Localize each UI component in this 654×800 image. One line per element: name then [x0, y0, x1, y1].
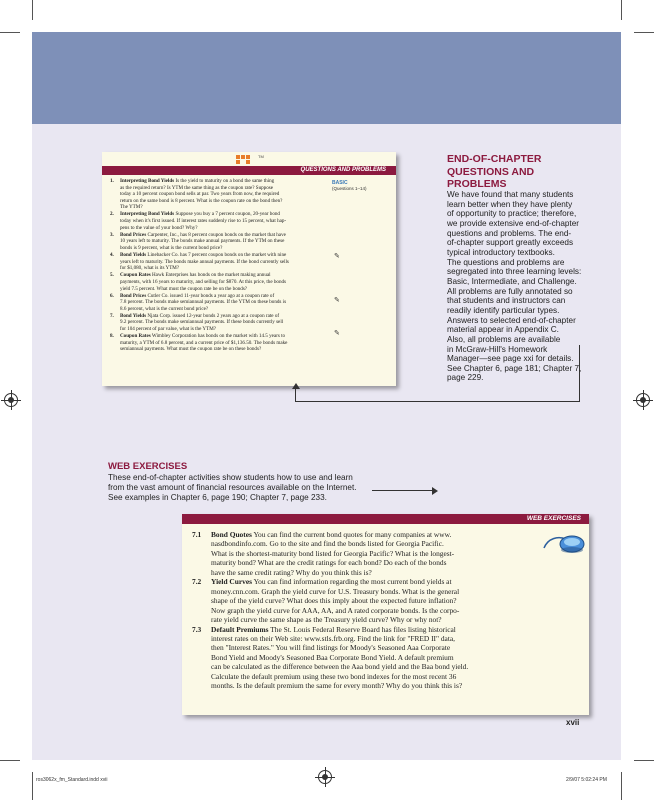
logo-tm: TM [258, 154, 264, 159]
eoc-body-line: Answers to selected end-of-chapter [447, 315, 576, 325]
web-exercise-text: nasdbondinfo.com. Go to the site and find the bonds listed for Georgia Pacific. [211, 539, 444, 549]
web-exercise-title: Bond Quotes [211, 530, 252, 539]
problem-text: today a 10 percent coupon bond sells at par. Two years from now, the required [120, 191, 280, 198]
problem-title: Bond Yields [120, 252, 147, 259]
problem-text: 9.2 percent. The bonds make semiannual payments. If these bonds currently sell [120, 319, 284, 326]
eoc-body-line: page 229. [447, 373, 484, 383]
web-exercise-text: What is the shortest-maturity bond listed for Georgia Pacific? What is the longest- [211, 548, 455, 558]
problem-text: semiannual payments. What must the coupon rate be on these bonds? [120, 346, 262, 353]
connector-line [295, 388, 296, 402]
crop-mark [32, 0, 33, 20]
problem-text: Is the yield to maturity on a bond the same thing [175, 178, 275, 184]
eoc-body-line: The questions and problems are [447, 257, 565, 267]
eoc-body-line: typical introductory textbooks. [447, 247, 555, 257]
eoc-title: END-OF-CHAPTER QUESTIONS AND PROBLEMS [447, 153, 542, 190]
eoc-body-line: Manager—see page xxi for details. [447, 354, 574, 364]
web-exercise-item [192, 625, 532, 691]
problem-text: Cutler Co. issued 11-year bonds a year ago at a coupon rate of [147, 292, 275, 299]
problem-text: as the required return? Is YTM the same thing as the coupon rate? Suppose [120, 184, 274, 191]
web-exercise-number: 7.1 [192, 530, 202, 539]
eoc-body-line: we provide extensive end-of-chapter [447, 218, 579, 228]
web-exercise-text: Bond Yield and Moody's Seasoned Baa Corporate Bond Yield. A default premium [211, 652, 454, 662]
problem-item [110, 272, 340, 292]
problems-header-label: QUESTIONS AND PROBLEMS [300, 167, 386, 173]
problem-item [110, 211, 340, 231]
web-exercises-title: WEB EXERCISES [108, 461, 188, 472]
web-exercise-text: Now graph the yield curve for AAA, AA, and A rated corporate bonds. Is the corpo- [211, 605, 460, 615]
problem-text: yield 7.5 percent. What must the coupon rate be on the bonds? [120, 285, 248, 292]
registration-mark-icon [636, 393, 650, 407]
problem-number: 5. [110, 272, 114, 279]
web-exercise-text: have the same credit rating? Why do you think this is? [211, 567, 372, 577]
web-exercise-text: can be calculated as the difference between the Aaa bond yield and the Baa bond yield. [211, 662, 469, 672]
problem-item [110, 178, 340, 211]
web-exercise-item [192, 530, 532, 577]
problem-text: The YTM? [120, 204, 143, 211]
web-exercise-item [192, 577, 532, 624]
problem-number: 3. [110, 231, 114, 238]
top-color-band [32, 32, 621, 124]
eoc-body-line: that students and instructors can [447, 296, 566, 306]
web-exercise-text: shape of the yield curve? What does this imply about the expected future inflation? [211, 596, 457, 606]
page-number: xvii [566, 718, 580, 727]
crop-mark [32, 772, 33, 800]
web-exercise-text: interest rates on their Web site: www.stls.frb.org. Find the link for "FRED II" data, [211, 633, 456, 643]
problem-title: Coupon Rates [120, 333, 151, 340]
eoc-body-line: material appear in Appendix C. [447, 325, 559, 335]
registration-mark-icon [318, 770, 332, 784]
eoc-body-line: readily identify particular types. [447, 305, 560, 315]
crop-mark [0, 32, 20, 33]
eoc-body-line: learn better when they have plenty [447, 199, 573, 209]
problem-text: Njata Corp. issued 12-year bonds 2 years ago at a coupon rate of [147, 312, 280, 319]
web-exercise-text: rate yield curve the same shape as the Treasury yield curve? Why or why not? [211, 615, 442, 625]
eoc-body-line: of-chapter support greatly exceeds [447, 238, 574, 248]
problems-header-bar [102, 166, 396, 175]
problem-text: today when it's first issued. If interest rates suddenly rise to 15 percent, what hap- [120, 218, 287, 225]
problem-number: 1. [110, 178, 114, 184]
registration-mark-icon [4, 393, 18, 407]
web-exercise-text: then "Interest Rates." You will find listings for Moody's Seasoned Aaa Corporate [211, 643, 451, 653]
problem-text: years left to maturity. The bonds make annual payments. If the bond currently sells [120, 258, 289, 265]
problem-text: 8.6 percent, what is the current bond price? [120, 305, 209, 312]
eoc-body-line: Basic, Intermediate, and Challenge. [447, 276, 577, 286]
problem-item [110, 333, 340, 353]
crop-mark [621, 772, 622, 800]
web-exercise-text: maturity bond? What are the credit ratings for each bond? Do each of the bonds [211, 558, 447, 568]
eoc-body-line: questions and problems. The end- [447, 228, 572, 238]
eoc-body-line: We have found that many students [447, 190, 574, 199]
problem-item [110, 293, 340, 313]
eoc-body-line: segregated into three learning levels: [447, 267, 582, 277]
problem-text: Carpenter, Inc., has 8 percent coupon bonds on the market that have [147, 231, 286, 238]
problem-text: Hawk Enterprises has bonds on the market making annual [152, 272, 271, 279]
web-exercise-number: 7.3 [192, 624, 202, 634]
problem-text: 10 years left to maturity. The bonds make annual payments. If the YTM on these [120, 238, 285, 245]
eoc-body-line: of opportunity to practice; therefore, [447, 209, 577, 219]
web-exercises-header-label: WEB EXERCISES [526, 515, 581, 522]
crop-mark [634, 760, 654, 761]
problem-text: return on the same bond is 8 percent. What is the coupon rate on the bond then? [120, 197, 283, 204]
mcgraw-hill-logo-icon [236, 155, 256, 166]
problem-text: Linebacker Co. has 7 percent coupon bonds on the market with nine [147, 252, 287, 259]
problem-title: Interpreting Bond Yields [120, 211, 175, 218]
level-range: (Questions 1–14) [332, 186, 367, 191]
spreadsheet-icon: ✎ [334, 253, 340, 260]
web-exercises-header-bar [182, 514, 589, 524]
problem-number: 4. [110, 252, 114, 259]
spreadsheet-icon: ✎ [334, 330, 340, 337]
problem-title: Bond Yields [120, 312, 147, 319]
arrow-head-icon [292, 383, 300, 389]
eoc-description [447, 190, 597, 383]
problem-title: Coupon Rates [120, 272, 151, 279]
computer-mouse-icon [542, 530, 586, 556]
eoc-body-line: All problems are fully annotated so [447, 286, 573, 296]
web-exercise-text: You can find information regarding the most current bond yields at [253, 577, 452, 587]
spreadsheet-icon: ✎ [334, 297, 340, 304]
crop-mark [634, 32, 654, 33]
eoc-body-line: Also, all problems are available [447, 334, 561, 344]
problem-number: 6. [110, 292, 114, 299]
arrow-head-icon [432, 487, 438, 495]
problem-text: 7.8 percent. The bonds make semiannual payments. If the YTM on these bonds is [120, 299, 287, 306]
web-exercise-number: 7.2 [192, 577, 202, 587]
eoc-body-line: in McGraw-Hill's Homework [447, 344, 548, 354]
problem-text: bonds is 9 percent, what is the current bond price? [120, 244, 223, 251]
crop-mark [0, 760, 20, 761]
connector-line [295, 401, 580, 402]
problem-number: 7. [110, 312, 114, 319]
web-exercises-list [192, 530, 532, 691]
problems-list [110, 178, 340, 353]
problem-item [110, 232, 340, 252]
problem-text: for 104 percent of par value, what is the YTM? [120, 326, 216, 333]
web-exercises-description: These end-of-chapter activities show students how to use and learn from the vast amount of financial resources available on the Internet. See examples in Chapter 6, page 190; Chapter 7, page 233. [108, 473, 357, 502]
problem-number: 2. [110, 211, 114, 218]
footer-timestamp: 2/9/07 5:02:24 PM [566, 777, 607, 783]
problem-text: payments, with 16 years to maturity, and selling for $870. At this price, the bonds [120, 278, 287, 285]
web-exercise-text: The St. Louis Federal Reserve Board has files listing historical [270, 624, 456, 634]
problem-text: for $1,080, what is its YTM? [120, 265, 180, 272]
web-exercise-title: Default Premiums [211, 624, 269, 634]
eoc-body-line: See Chapter 6, page 181; Chapter 7, [447, 363, 582, 373]
connector-line [372, 490, 434, 491]
level-label: BASIC [332, 180, 348, 186]
web-exercise-text: money.cnn.com. Graph the yield curve for U.S. Treasury bonds. What is the general [211, 586, 460, 596]
problem-number: 8. [110, 333, 114, 340]
problem-title: Bond Prices [120, 231, 147, 238]
problem-title: Bond Prices [120, 292, 147, 299]
web-exercise-text: Calculate the default premium using these two bond indexes for the most recent 36 [211, 671, 457, 681]
problem-item [110, 252, 340, 272]
problem-text: pens to the value of your bond? Why? [120, 224, 198, 231]
crop-mark [621, 0, 622, 20]
problem-item [110, 313, 340, 333]
web-exercise-title: Yield Curves [211, 577, 252, 587]
problem-title: Interpreting Bond Yields [120, 178, 175, 184]
problem-text: Suppose you buy a 7 percent coupon, 20-year bond [175, 211, 280, 218]
footer-filename: ros3062x_fm_Standard.indd xvii [36, 777, 108, 783]
problem-text: maturity, a YTM of 6.8 percent, and a current price of $1,136.50. The bonds make [120, 339, 288, 346]
web-exercise-text: You can find the current bond quotes for many companies at www. [253, 530, 452, 539]
problem-text: Wimbley Corporation has bonds on the market with 14.5 years to [151, 333, 286, 340]
web-exercise-text: months. Is the default premium the same for every month? Why do you think this is? [211, 681, 463, 691]
